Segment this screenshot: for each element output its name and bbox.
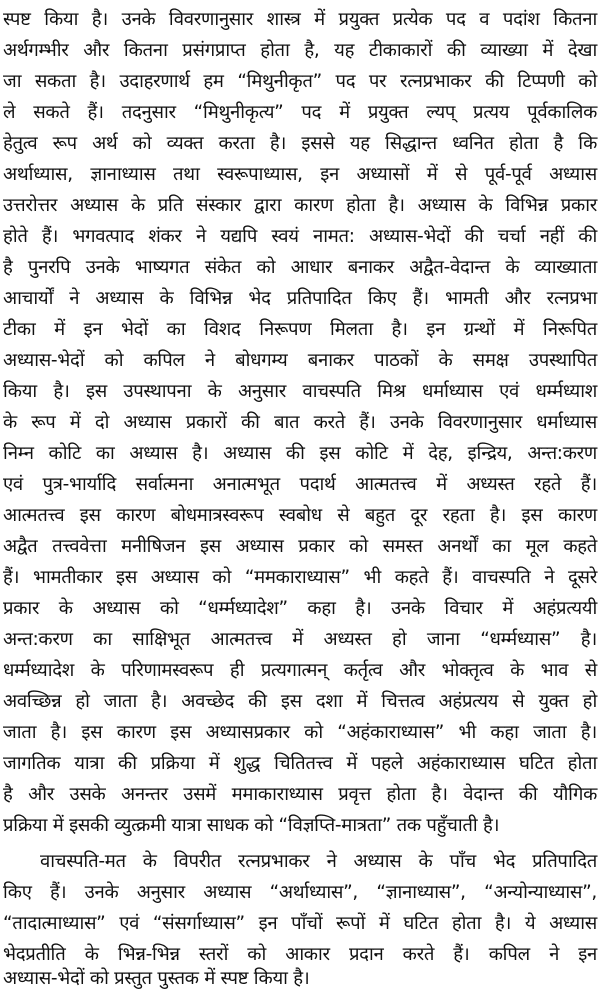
text-line: निम्न कोटि का अध्यास है। अध्यास की इस कोटि में देह, इन्द्रिय, अन्त:करण — [3, 443, 597, 464]
text-line: अध्यास-भेदों को कपिल ने बोधगम्य बनाकर पाठकों के समक्ष उपस्थापित — [3, 350, 597, 371]
text-line: आचार्यों ने अध्यास के विभिन्न भेद प्रतिपादित किए हैं। भामती और रत्नप्रभा — [3, 288, 597, 309]
text-line: एवं पुत्र-भार्यादि सर्वात्मना अनात्मभूत पदार्थ आत्मतत्त्व में अध्यस्त रहते हैं। — [3, 474, 597, 495]
text-line: जा सकता है। उदाहरणार्थ हम “मिथुनीकृत” पद पर रत्नप्रभाकर की टिप्पणी को — [3, 71, 597, 92]
text-line: अद्वैत तत्त्ववेत्ता मनीषिजन इस अध्यास प्रकार को समस्त अनर्थों का मूल कहते — [3, 536, 597, 557]
text-line: अन्त:करण का साक्षिभूत आत्मतत्त्व में अध्यस्त हो जाना “धर्म्मध्यास” है। — [3, 629, 597, 650]
text-line: स्पष्ट किया है। उनके विवरणानुसार शास्त्र में प्रयुक्त प्रत्येक पद व पदांश कितना — [3, 9, 597, 30]
text-line: होते हैं। भगवत्पाद शंकर ने यद्यपि स्वयं नामत: अध्यास-भेदों की चर्चा नहीं की — [3, 226, 597, 247]
text-line: है और उसके अनन्तर उसमें ममाकाराध्यास प्रवृत्त होता है। वेदान्त की यौगिक — [3, 784, 597, 805]
text-line: प्रकार के अध्यास को “धर्म्मध्यादेश” कहा है। उनके विचार में अहंप्रत्ययी — [3, 598, 597, 619]
text-line: प्रक्रिया में इसकी व्युत्क्रमी यात्रा साधक को “विज्ञप्ति-मात्रता” तक पहुँचाती है। — [3, 815, 500, 836]
text-line: हेतुत्व रूप अर्थ को व्यक्त करता है। इससे यह सिद्धान्त ध्वनित होता है कि — [3, 133, 597, 154]
text-line: आत्मतत्त्व इस कारण बोधमात्रस्वरूप स्वबोध से बहुत दूर रहता है। इस कारण — [3, 505, 597, 526]
text-line: वाचस्पति-मत के विपरीत रत्नप्रभाकर ने अध्यास के पाँच भेद प्रतिपादित — [40, 851, 597, 872]
text-line: अवच्छिन्न हो जाता है। अवच्छेद की इस दशा में चित्तत्व अहंप्रत्यय से युक्त हो — [3, 691, 597, 712]
text-line: जागतिक यात्रा की प्रक्रिया में शुद्ध चितितत्त्व में पहले अहंकाराध्यास घटित होता — [3, 753, 597, 774]
text-line: ले सकते हैं। तदनुसार “मिथुनीकृत्य” पद में प्रयुक्त ल्यप् प्रत्यय पूर्वकालिक — [3, 102, 597, 123]
text-line: जाता है। इस कारण इस अध्यासप्रकार को “अहंकाराध्यास” भी कहा जाता है। — [3, 722, 597, 743]
text-line: “तादात्माध्यास” एवं “संसर्गाध्यास” इन पाँचों रूपों में घटित होता है। ये अध्यास — [3, 913, 597, 934]
text-line: अर्थाध्यास, ज्ञानाध्यास तथा स्वरूपाध्यास, इन अध्यासों में से पूर्व-पूर्व अध्यास — [3, 164, 597, 185]
text-line: हैं। भामतीकार इस अध्यास को “ममकाराध्यास” भी कहते हैं। वाचस्पति ने दूसरे — [3, 567, 597, 588]
text-line: धर्म्मध्यादेश के परिणामस्वरूप ही प्रत्यगात्मन् कर्तृत्व और भोक्तृत्व के भाव से — [3, 660, 597, 681]
text-line: किए हैं। उनके अनुसार अध्यास “अर्थाध्यास”, “ज्ञानाध्यास”, “अन्योन्याध्यास”, — [3, 882, 597, 903]
text-line: टीका में इन भेदों का विशद निरूपण मिलता है। इन ग्रन्थों में निरूपित — [3, 319, 597, 340]
text-line: अध्यास-भेदों को प्रस्तुत पुस्तक में स्पष्ट किया है। — [3, 968, 310, 989]
text-line: किया है। इस उपस्थापना के अनुसार वाचस्पति मिश्र धर्माध्यास एवं धर्म्मध्याश — [3, 381, 597, 402]
text-line: भेदप्रतीति के भिन्न-भिन्न स्तरों को आकार प्रदान करते हैं। कपिल ने इन — [3, 944, 597, 965]
text-line: अर्थगम्भीर और कितना प्रसंगप्राप्त होता है, यह टीकाकारों की व्याख्या में देखा — [3, 40, 597, 61]
text-line: है पुनरपि उनके भाष्यगत संकेत को आधार बनाकर अद्वैत-वेदान्त के व्याख्याता — [3, 257, 597, 278]
text-line: के रूप में दो अध्यास प्रकारों की बात करते हैं। उनके विवरणानुसार धर्माध्यास — [3, 412, 597, 433]
text-line: उत्तरोत्तर अध्यास के प्रति संस्कार द्वारा कारण होता है। अध्यास के विभिन्न प्रकार — [3, 195, 597, 216]
